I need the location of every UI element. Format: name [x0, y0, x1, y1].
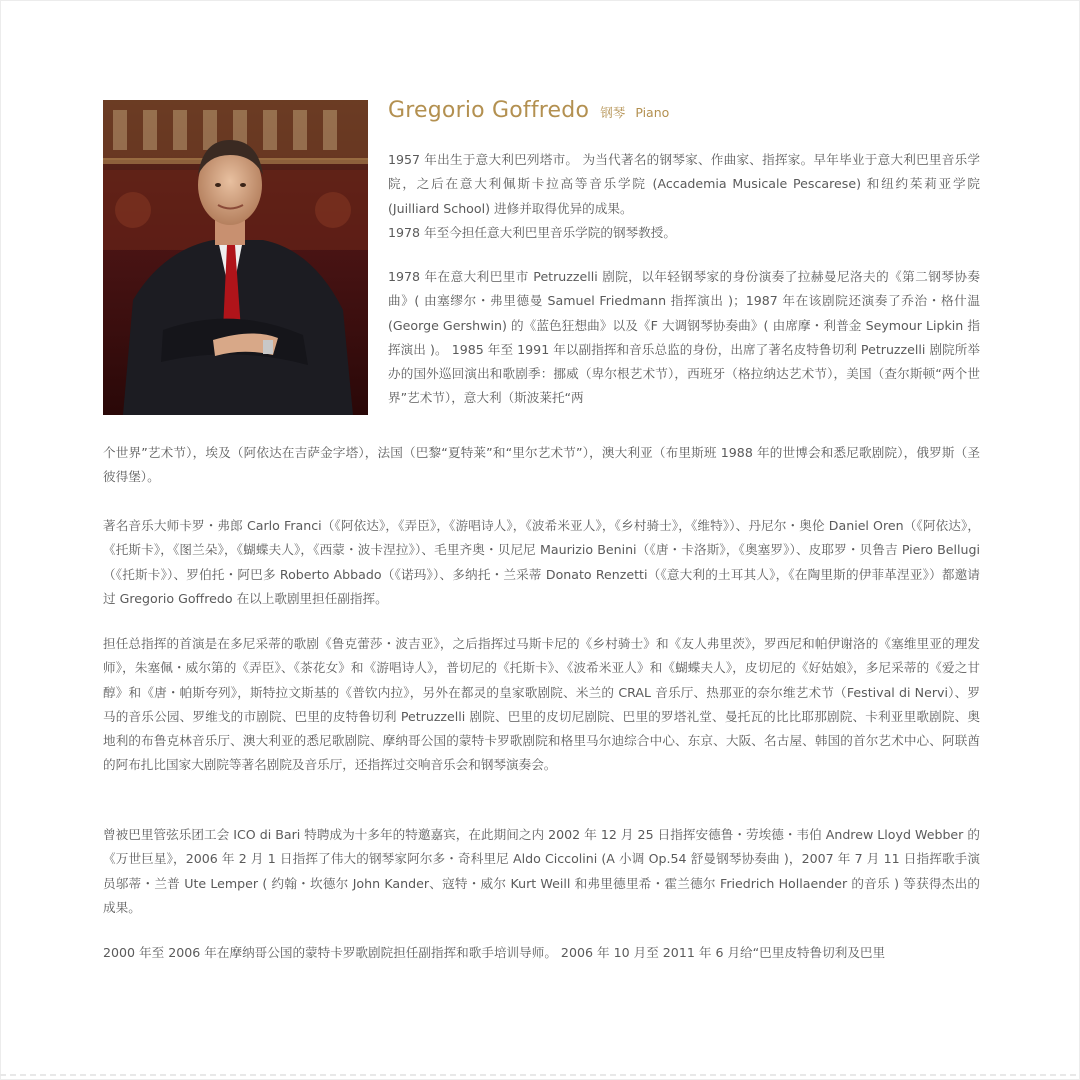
paragraph-assistant-conductor: 著名音乐大师卡罗・弗郎 Carlo Franci（《阿依达》，《弄臣》，《游唱诗人》，《波希米亚人》，《乡村骑士》，《维特》）、丹尼尔・奥伦 Daniel Oren（《阿依达》，《托斯卡》，《图兰朵》，《蝴蝶夫人》，《西蒙・波卡涅拉》）、毛里齐奥・贝尼尼 Maurizio Benini（《唐・卡洛斯》，《奥塞罗》）、皮耶罗・贝鲁吉 Piero Bellugi（《托斯卡》）、罗伯托・阿巴多 Roberto Abbado（《诺玛》）、多纳托・兰采蒂 Donato Renzetti（《意大利的土耳其人》，《在陶里斯的伊菲革涅亚》）都邀请过 Gregorio Goffredo 在以上歌剧里担任副指挥。	[103, 518, 980, 606]
paragraph-conductor: 担任总指挥的首演是在多尼采蒂的歌剧《鲁克蕾莎・波吉亚》，之后指挥过马斯卡尼的《乡村骑士》和《友人弗里茨》，罗西尼和帕伊谢洛的《塞维里亚的理发师》，朱塞佩・威尔第的《弄臣》、《茶花女》和《游唱诗人》，普切尼的《托斯卡》、《波希米亚人》和《蝴蝶夫人》，皮切尼的《好姑娘》，多尼采蒂的《爱之甘醇》和《唐・帕斯夸列》，斯特拉文斯基的《普钦内拉》，另外在都灵的皇家歌剧院、米兰的 CRAL 音乐厅、热那亚的奈尔维艺术节（Festival di Nervi）、罗马的音乐公园、罗维戈的市剧院、巴里的皮特鲁切利 Petruzzelli 剧院、巴里的皮切尼剧院、巴里的罗塔礼堂、曼托瓦的比比耶那剧院、卡利亚里歌剧院、奥地利的布鲁克林音乐厅、澳大利亚的悉尼歌剧院、摩纳哥公国的蒙特卡罗歌剧院和格里马尔迪综合中心、东京、大阪、名古屋、韩国的首尔艺术中心、阿联酋的阿布扎比国家大剧院等著名剧院及音乐厅，还指挥过交响音乐会和钢琴演奏会。	[103, 636, 980, 773]
paragraph-guest-conductor: 曾被巴里管弦乐团工会 ICO di Bari 特聘成为十多年的特邀嘉宾，在此期间之内 2002 年 12 月 25 日指挥安德鲁・劳埃德・韦伯 Andrew Lloyd Webber 的《万世巨星》，2006 年 2 月 1 日指挥了伟大的钢琴家阿尔多・奇科里尼 Aldo Ciccolini (A 小调 Op.54 舒曼钢琴协奏曲 )，2007 年 7 月 11 日指挥歌手演员邬蒂・兰普 Ute Lemper ( 约翰・坎德尔 John Kander、寇特・威尔 Kurt Weill 和弗里德里希・霍兰德尔 Friedrich Hollaender 的音乐 ) 等获得杰出的成果。	[103, 827, 980, 915]
bio-career-start	[388, 265, 980, 411]
portrait-photo	[103, 100, 368, 415]
paragraph-monte-carlo: 2000 年至 2006 年在摩纳哥公国的蒙特卡罗歌剧院担任副指挥和歌手培训导师。 2006 年 10 月至 2011 年 6 月给“巴里皮特鲁切利及巴里	[103, 945, 886, 960]
paragraph-birth: 1957 年出生于意大利巴列塔市。 为当代著名的钢琴家、作曲家、指挥家。早年毕业于意大利巴里音乐学院，之后在意大利佩斯卡拉高等音乐学院 (Accademia Musicale Pescarese) 和纽约茱莉亚学院 (Juilliard School) 进修并取得优异的成果。	[388, 152, 980, 216]
bio-intro	[388, 148, 980, 245]
paragraph-tours-continued: 个世界”艺术节），埃及（阿依达在吉萨金字塔），法国（巴黎“夏特莱”和“里尔艺术节”），澳大利亚（布里斯班 1988 年的世博会和悉尼歌剧院），俄罗斯（圣彼得堡）。	[103, 445, 980, 485]
bio-assistant	[103, 514, 980, 611]
paragraph-professor: 1978 年至今担任意大利巴里音乐学院的钢琴教授。	[388, 224, 676, 240]
paragraph-petruzzelli: 1978 年在意大利巴里市 Petruzzelli 剧院，以年轻钢琴家的身份演奏了拉赫曼尼洛夫的《第二钢琴协奏曲》( 由塞缪尔・弗里德曼 Samuel Friedmann 指挥演出 )；1987 年在该剧院还演奏了乔治・格什温 (George Gershwin) 的《蓝色狂想曲》以及《F 大调钢琴协奏曲》( 由席摩・利普金 Seymour Lipkin 指挥演出 )。 1985 年至 1991 年以副指挥和音乐总监的身份，出席了著名皮特鲁切利 Petruzzelli 剧院所举办的国外巡回演出和歌剧季：挪威（卑尔根艺术节），西班牙（格拉纳达艺术节），美国（查尔斯顿“两个世界”艺术节），意大利（斯波莱托“两	[388, 269, 980, 406]
bio-continued	[103, 441, 980, 490]
artist-name: Gregorio Goffredo	[388, 98, 590, 123]
instrument-en: Piano	[635, 105, 670, 120]
bio-guest	[103, 823, 980, 920]
instrument-zh: 钢琴	[600, 105, 626, 120]
bio-conductor	[103, 632, 980, 778]
bottom-divider	[0, 1074, 1080, 1076]
bio-montecarlo	[103, 941, 980, 965]
artist-heading	[388, 98, 988, 130]
